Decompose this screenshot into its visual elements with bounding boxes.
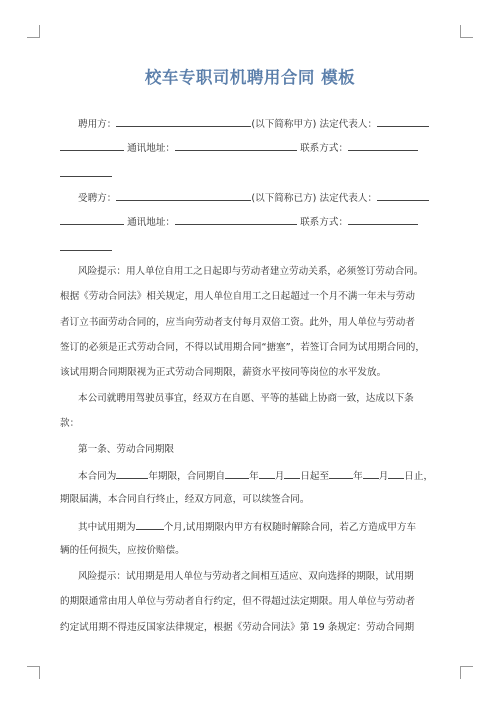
employee-extra-field[interactable] <box>60 240 112 251</box>
start-month-field[interactable] <box>259 468 275 479</box>
employer-contact-label: 联系方式： <box>300 143 349 154</box>
employer-line-3 <box>60 166 440 182</box>
risk1-line: 签订的必须是正式劳动合同，不得以试用期合同“搪塞”，若签订合同为试用期合同的， <box>60 342 425 353</box>
crop-mark-bottom-left <box>27 666 40 679</box>
term-years-field[interactable] <box>116 468 148 479</box>
employee-cont-field[interactable] <box>60 214 124 225</box>
employee-address-field[interactable] <box>175 214 297 225</box>
start-year-field[interactable] <box>225 468 249 479</box>
article1-probation-cont: 辆的任何损失，应按价赔偿。 <box>60 545 185 556</box>
term-text: 年 <box>249 471 259 482</box>
crop-mark-top-left <box>27 25 40 38</box>
term-text: 月 <box>274 471 285 482</box>
employer-contact-field[interactable] <box>348 140 418 151</box>
employer-line-1 <box>78 116 458 132</box>
end-day-field[interactable] <box>388 468 404 479</box>
employer-label: 聘用方： <box>78 119 117 130</box>
employer-suffix: (以下简称甲方) <box>251 119 317 130</box>
employer-line-2 <box>60 140 440 156</box>
employer-name-field[interactable] <box>116 116 251 127</box>
risk1-line: 风险提示：用人单位自用工之日起即与劳动者建立劳动关系，必须签订劳动合同。 <box>78 266 424 277</box>
employee-name-field[interactable] <box>116 190 251 201</box>
term-text: 年期限，合同期自 <box>148 471 226 482</box>
employer-extra-field[interactable] <box>60 166 112 177</box>
employee-contact-field[interactable] <box>348 214 418 225</box>
employee-rep-label: 法定代表人： <box>319 193 378 204</box>
intro-line: 本公司就聘用驾驶员事宜，经双方在自愿、平等的基础上协商一致，达成以下条 <box>78 393 414 404</box>
employee-rep-field[interactable] <box>377 190 429 201</box>
article1-term-line <box>78 468 458 484</box>
article1-heading: 第一条、劳动合同期限 <box>78 444 174 455</box>
term-text: 日起至 <box>300 471 330 482</box>
risk1-line: 根据《劳动合同法》相关规定，用人单位自用工之日起超过一个月不满一年未与劳动 <box>60 291 415 302</box>
employer-address-label: 通讯地址： <box>127 143 176 154</box>
start-day-field[interactable] <box>284 468 300 479</box>
employer-rep-label: 法定代表人： <box>319 119 378 130</box>
risk1-line: 者订立书面劳动合同的，应当向劳动者支付每月双倍工资。此外，用人单位与劳动者 <box>60 317 415 328</box>
article1-probation-line <box>78 519 458 535</box>
term-text: 日止， <box>404 471 434 482</box>
crop-mark-top-right <box>460 25 473 38</box>
risk2-line: 约定试用期不得违反国家法律规定，根据《劳动合同法》第 19 条规定：劳动合同期 <box>60 622 415 633</box>
employee-address-label: 通讯地址： <box>127 217 176 228</box>
probation-months-field[interactable] <box>136 519 164 530</box>
risk2-line: 的期限通常由用人单位与劳动者自行约定，但不得超过法定期限。用人单位与劳动者 <box>60 596 415 607</box>
employee-line-1 <box>78 190 458 206</box>
document-title: 校车专职司机聘用合同 模板 <box>144 68 356 87</box>
employer-rep-field[interactable] <box>377 116 429 127</box>
intro-line: 款： <box>60 418 80 429</box>
employer-cont-field[interactable] <box>60 140 124 151</box>
article1-term-cont: 期限届满，本合同自行终止，经双方同意，可以续签合同。 <box>60 494 310 505</box>
probation-text: 个月,试用期限内甲方有权随时解除合同，若乙方造成甲方车 <box>163 522 417 533</box>
term-text: 年 <box>353 471 363 482</box>
employee-line-2 <box>60 214 440 230</box>
probation-text: 其中试用期为 <box>78 522 136 533</box>
employer-address-field[interactable] <box>175 140 297 151</box>
term-text: 本合同为 <box>78 471 117 482</box>
risk1-line: 该试用期合同期限视为正式劳动合同期限，薪资水平按同等岗位的水平发放。 <box>60 367 387 378</box>
employee-suffix: (以下简称已方) <box>251 193 317 204</box>
employee-line-3 <box>60 240 440 256</box>
employee-contact-label: 联系方式： <box>300 217 349 228</box>
term-text: 月 <box>378 471 389 482</box>
end-year-field[interactable] <box>329 468 353 479</box>
risk2-line: 风险提示：试用期是用人单位与劳动者之间相互适应、双向选择的期限，试用期 <box>78 571 414 582</box>
crop-mark-bottom-right <box>460 666 473 679</box>
end-month-field[interactable] <box>363 468 379 479</box>
employee-label: 受聘方： <box>78 193 117 204</box>
